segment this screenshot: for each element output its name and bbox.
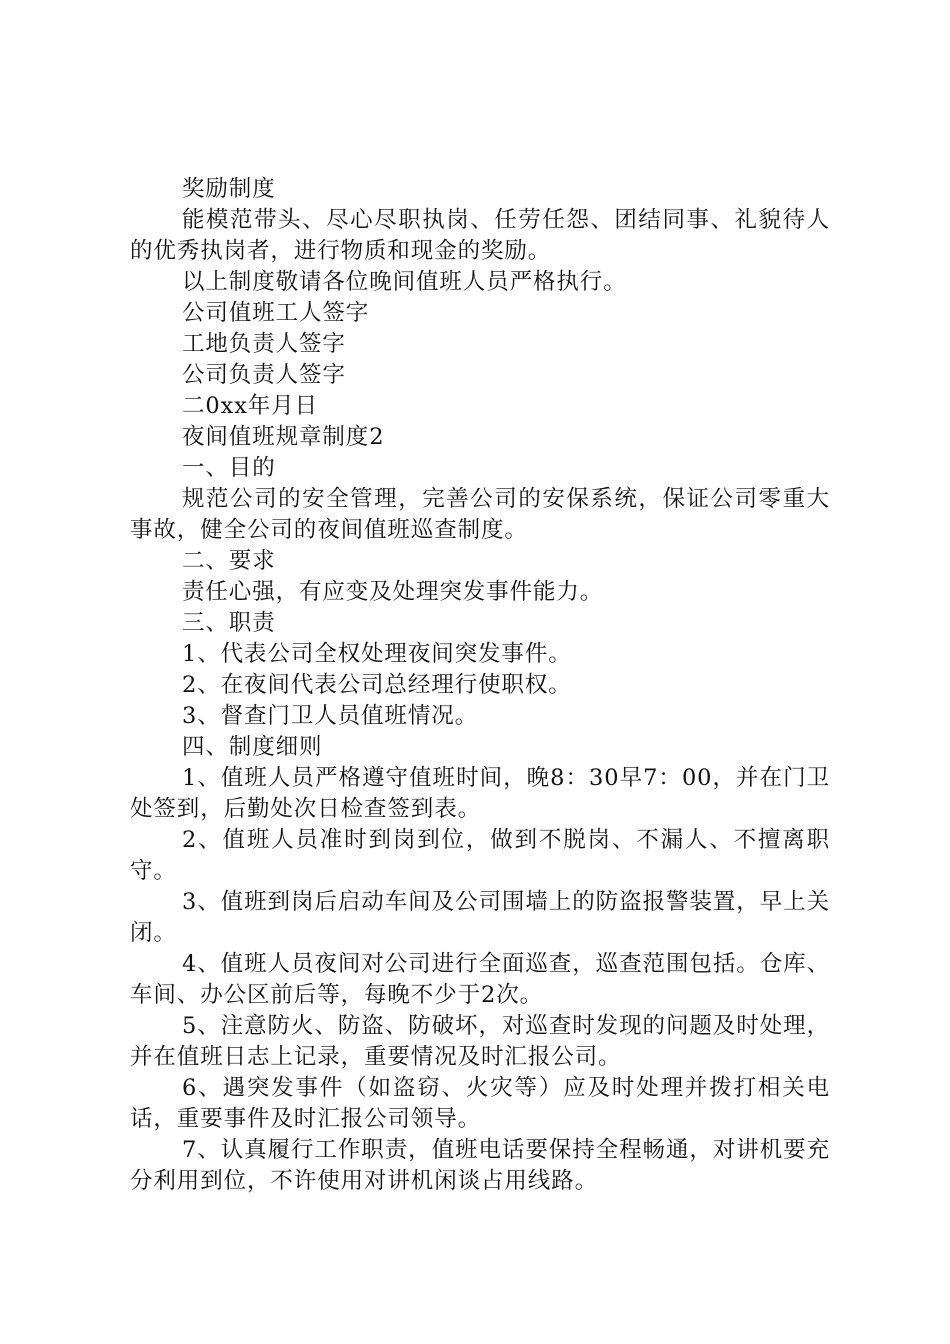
paragraph: 规范公司的安全管理，完善公司的安保系统，保证公司零重大事故，健全公司的夜间值班巡查制度。 [130,486,830,543]
paragraph: 1、代表公司全权处理夜间突发事件。 [182,641,572,667]
paragraph: 3、督查门卫人员值班情况。 [182,703,479,729]
paragraph: 2、在夜间代表公司总经理行使职权。 [182,672,572,698]
document-body [130,174,830,1197]
paragraph: 三、职责 [182,610,276,636]
paragraph: 工地负责人签字 [182,331,346,357]
paragraph: 能模范带头、尽心尽职执岗、任劳任怨、团结同事、礼貌待人的优秀执岗者，进行物质和现金的奖励。 [130,207,830,264]
paragraph: 7、认真履行工作职责，值班电话要保持全程畅通，对讲机要充分利用到位，不许使用对讲机闲谈占用线路。 [130,1137,830,1194]
paragraph: 公司负责人签字 [182,362,346,388]
paragraph: 公司值班工人签字 [182,300,370,326]
paragraph: 二、要求 [182,548,276,574]
paragraph: 二0xx年月日 [182,393,318,419]
paragraph: 6、遇突发事件（如盗窃、火灾等）应及时处理并拨打相关电话，重要事件及时汇报公司领导。 [130,1075,830,1132]
paragraph: 5、注意防火、防盗、防破坏，对巡查时发现的问题及时处理，并在值班日志上记录，重要情况及时汇报公司。 [130,1013,830,1070]
paragraph: 责任心强，有应变及处理突发事件能力。 [182,579,604,605]
paragraph: 四、制度细则 [182,734,323,760]
paragraph: 奖励制度 [182,176,276,202]
paragraph: 以上制度敬请各位晚间值班人员严格执行。 [182,269,627,295]
paragraph: 3、值班到岗后启动车间及公司围墙上的防盗报警装置，早上关闭。 [130,889,830,946]
paragraph: 夜间值班规章制度2 [182,424,385,450]
paragraph: 一、目的 [182,455,276,481]
paragraph: 4、值班人员夜间对公司进行全面巡查，巡查范围包括。仓库、车间、办公区前后等，每晚不少于2次。 [130,951,830,1008]
paragraph: 2、值班人员准时到岗到位，做到不脱岗、不漏人、不擅离职守。 [130,827,830,884]
paragraph: 1、值班人员严格遵守值班时间，晚8：30早7：00，并在门卫处签到，后勤处次日检查签到表。 [130,765,830,822]
